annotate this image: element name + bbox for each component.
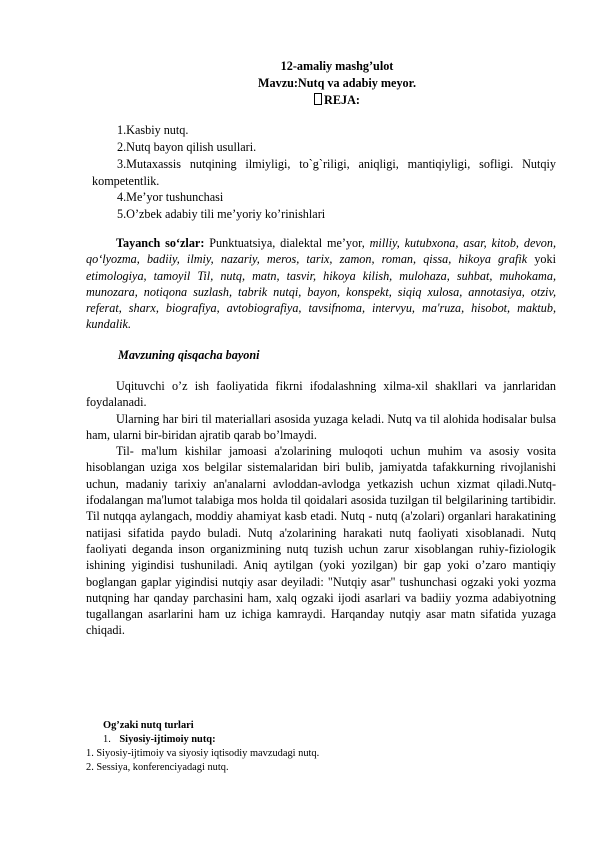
summary-heading: Mavzuning qisqacha bayoni xyxy=(118,348,260,362)
sub-heading-number: 1. xyxy=(103,734,111,745)
keywords-text-italic-1: milliy, kutubxona, asar, kitob, devon, qo‘lyozma, badiiy, ilmiy, nazariy, meros, tarix, zamon, roman, qissa, hikoya grafik xyxy=(86,236,556,267)
footer-list-item-1: 1. Siyosiy-ijtimoiy va siyosiy iqtisodiy mavzudagi nutq. xyxy=(86,748,320,759)
plan-item-4: 4.Me’yor tushunchasi xyxy=(117,190,224,204)
keywords-text-regular: Punktuatsiya, dialektal me’yor, xyxy=(209,236,365,250)
plan-item-3: 3.Mutaxassis nutqining ilmiyligi, to`g`riligi, aniqligi, mantiqiyligi, sofligi. Nutqiy kompetentlik. xyxy=(92,157,556,188)
plan-item-5: 5.O’zbek adabiy tili me’yoriy ko’rinishlari xyxy=(117,207,326,221)
paragraph: Ularning har biri til materiallari asosida yuzaga keladi. Nutq va til alohida hodisalar bulsa ham, ularni bir-biridan ajratib qarab bo’lmaydi. xyxy=(86,411,556,442)
keywords-text-mid: yoki xyxy=(534,252,556,267)
keywords-text-italic-2: etimologiya, tamoyil Til, nutq, matn, tasvir, hikoya kilish, mulohaza, suhbat, muhokama, munozara, notiqona suzlash, tabrik nutqi, bayon, konspekt, siqiq xulosa, annotasiya, otziv, referat, sharx, biografiya, avtobiografiya, tavsifnoma, intervyu, ma'ruza, hisobot, maktub, kundalik. xyxy=(86,268,556,332)
topic-title: Mavzu:Nutq va adabiy meyor. xyxy=(258,76,416,90)
plan-item-1: 1.Kasbiy nutq. xyxy=(117,123,189,137)
oral-speech-types-heading: Og’zaki nutq turlari xyxy=(103,720,194,731)
sub-heading xyxy=(103,733,216,747)
keywords-section xyxy=(86,235,556,333)
paragraph: Til- ma'lum kishilar jamoasi a'zolarining muloqoti uchun muhim va asosiy vosita hisoblangan uziga xos belgilar sistemalaridan biri bulib, jamiyatda tafakkurning rivojlanishi uchun, madaniy tarixiy an'analarni avloddan-avlodga yetkazish uchun xizmat qiladi.Nutq- ifodalangan ma'lumot talabiga mos holda til qoidalari asosida tuzilgan til belgilarining tartibidir. Til nutqqa aylangach, moddiy ahamiyat kasb etadi. Nutq - nutq (a'zolari) organlari harakatining natijasi sifatida paydo buladi. Nutq a'zolarining harakati nutq faoliyati xisoblanadi. Nutq faoliyati deganda inson organizmining nutq tuzish uchun zarur xisoblangan ruhiy-fiziologik ishining yigindisi tushuniladi. Aniq aytilgan (yoki yozilgan) bir gap yoki o’zaro mantiqiy boglangan gaplar yigindisi nutqiy asar deyiladi: "Nutqiy asar" tushunchasi ogzaki yoki yozma nutqning har qanday parchasini ham, xalq ogzaki ijodi asarlari va badiiy yozma adabiyotning tugallangan asarlarini ham uz ichiga kamraydi. Harqanday nutqiy asar matn sifatida yuzaga chiqadi. xyxy=(86,444,556,638)
footer-list-item-2: 2. Sessiya, konferenciyadagi nutq. xyxy=(86,762,229,773)
lesson-number: 12-amaliy mashg’ulot xyxy=(280,59,394,73)
keywords-label: Tayanch so‘zlar: xyxy=(116,236,205,250)
paragraph: Uqituvchi o’z ish faoliyatida fikrni ifodalashning xilma-xil shakllari va janrlaridan foydalanadi. xyxy=(86,379,556,410)
bullet-icon xyxy=(314,93,322,105)
sub-heading-label: Siyosiy-ijtimoiy nutq: xyxy=(119,734,216,745)
summary-body xyxy=(86,378,556,639)
plan-heading: REJA: xyxy=(0,92,596,108)
plan-item-2: 2.Nutq bayon qilish usullari. xyxy=(117,140,257,154)
